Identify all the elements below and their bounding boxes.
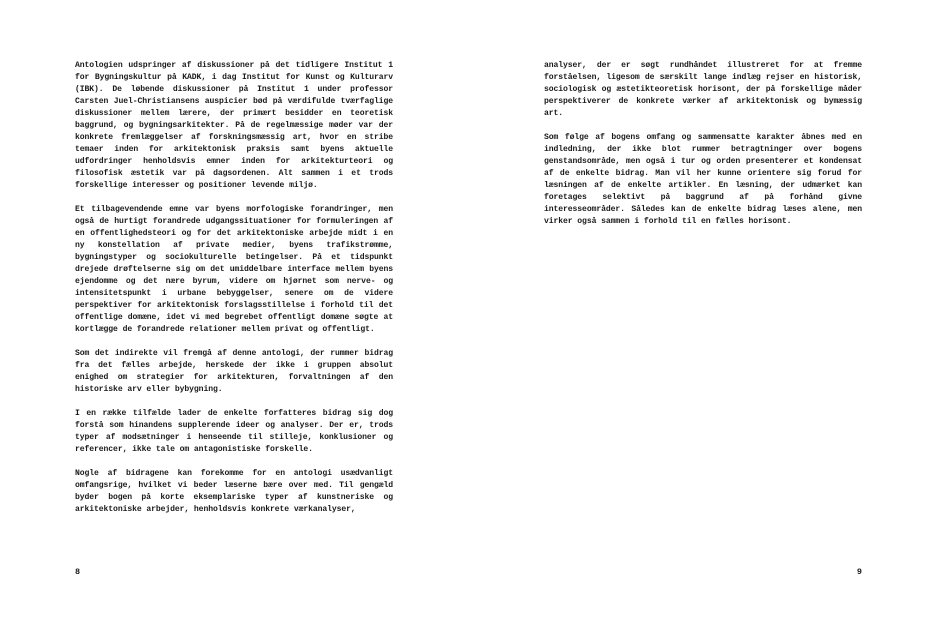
paragraph: Antologien udspringer af diskussioner på det tidligere Institut 1 for Bygningskultur på KADK, i dag Institut for Kunst og Kulturarv (IBK). De løbende diskussioner på Institut 1 under professor Carsten Juel-Christiansens auspicier bød på værdifulde tværfaglige diskussioner mellem lærere, der primært besidder en teoretisk baggrund, og bygningsarkitekter. På de regelmæssige møder var der konkrete fremlæggelser af forskningsmæssig art, hvor en stribe temaer inden for arkitektonisk praksis samt byens aktuelle udfordringer henholdsvis emner inden for arkitekturteori og filosofisk æstetik var på dagsordenen. Alt sammen i et trods forskellige interesser og positioner levende miljø. <box>75 61 393 190</box>
right-page <box>467 0 934 624</box>
paragraph: Som det indirekte vil fremgå af denne antologi, der rummer bidrag fra det fælles arbejde, herskede der ikke i gruppen absolut enighed om strategier for arkitekturen, forvaltningen af den historiske arv eller bybygning. <box>75 349 393 394</box>
right-text-column <box>544 60 862 228</box>
left-page <box>0 0 467 624</box>
paragraph: I en række tilfælde lader de enkelte forfatteres bidrag sig dog forstå som hinandens supplerende ideer og analyser. Der er, trods typer af modsætninger i henseende til stilleje, konklusioner og referencer, ikke tale om antagonistiske forskelle. <box>75 409 393 454</box>
page-number-left: 8 <box>75 567 81 577</box>
left-text-column <box>75 60 393 516</box>
paragraph: Nogle af bidragene kan forekomme for en antologi usædvanligt omfangsrige, hvilket vi beder læserne bære over med. Til gengæld byder bogen på korte eksemplariske typer af kunstneriske og arkitektoniske arbejder, henholdsvis konkrete værkanalyser, <box>75 469 393 514</box>
paragraph: Et tilbagevendende emne var byens morfologiske forandringer, men også de hurtigt forandrede udgangssituationer for formuleringen af en offentlighedsteori og for det arkitektoniske arbejde midt i en ny konstellation af private medier, byens trafikstrømme, bygningstyper og sociokulturelle betingelser. På et tidspunkt drejede drøftelserne sig om det umiddelbare interface mellem byens ejendomme og det nære byrum, videre om hjørnet som nerve- og intensitetspunkt i urbane bebyggelser, senere om de videre perspektiver for arkitektonisk forslagsstillelse i forhold til det offentlige domæne, idet vi med begrebet offentligt domæne søgte at kortlægge de forandrede relationer mellem privat og offentligt. <box>75 205 393 334</box>
paragraph: analyser, der er søgt rundhåndet illustreret for at fremme forståelsen, ligesom de særskilt lange indlæg rejser en historisk, sociologisk og æstetikteoretisk horisont, der på forskellige måder perspektiverer de konkrete værker af arkitektonisk og bymæssig art. <box>544 61 862 118</box>
paragraph: Som følge af bogens omfang og sammensatte karakter åbnes med en indledning, der ikke blot rummer betragtninger over bogens genstandsområde, men også i tur og orden presenterer et kondensat af de enkelte bidrag. Man vil her kunne orientere sig forud for læsningen af de enkelte artikler. En læsning, der udmærket kan foretages selektivt på baggrund af på forhånd givne interesseområder. Således kan de enkelte bidrag læses alene, men virker også sammen i forhold til en fælles horisont. <box>544 133 862 226</box>
page-number-right: 9 <box>856 567 862 577</box>
